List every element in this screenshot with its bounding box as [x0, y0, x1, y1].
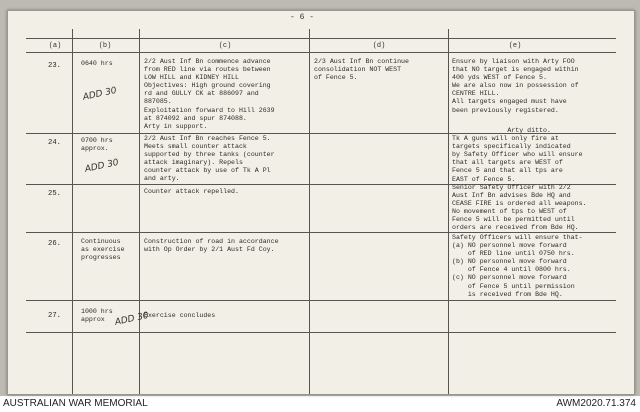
row-number: 24.	[48, 139, 61, 147]
table-top-rule	[26, 38, 616, 39]
row-safety-notes: Senior Safety Officer with 2/2 Aust Inf Bn advises Bde HQ and CEASE FIRE is ordered all weapons. No movement of tps to WEST of Fence 5 will be permitted until orders are received from Bde HQ.	[452, 184, 587, 232]
page-number: - 6 -	[290, 13, 315, 22]
column-rule	[448, 29, 449, 394]
row-safety-notes: Arty ditto. Tk A guns will only fire at targets specifically indicated by Safety Officer who will ensure that all targets are WEST of Fence 5 and that all tps are EAST of Fence 5.	[452, 127, 583, 183]
row-other-units: 2/3 Aust Inf Bn continue consolidation NOT WEST of Fence 5.	[314, 58, 409, 82]
handwritten-annotation: ADD 30	[84, 157, 120, 175]
row-rule	[26, 300, 616, 301]
row-number: 26.	[48, 240, 61, 248]
column-header-c: (c)	[218, 42, 232, 50]
column-header-b: (b)	[98, 42, 112, 50]
column-rule	[309, 29, 310, 394]
column-header-e: (e)	[508, 42, 522, 50]
column-header-d: (d)	[372, 42, 386, 50]
handwritten-annotation: ADD 30	[82, 85, 118, 103]
row-number: 23.	[48, 62, 61, 70]
column-rule	[139, 29, 140, 394]
row-action: Counter attack repelled.	[144, 188, 239, 195]
row-action: Exercise concludes	[144, 312, 216, 319]
handwritten-annotation: ADD 30	[114, 310, 150, 328]
row-time: 1000 hrs approx	[81, 308, 113, 324]
row-time: 0640 hrs	[81, 60, 113, 67]
row-action: 2/2 Aust Inf Bn commence advance from RED line via routes between LOW HILL and KIDNEY HILL Objectives: High ground covering rd and GULLY CK at 886097 and 887085. Exploitation forward to Hill 2639 at 874092 and spur 874088. Arty in support.	[144, 58, 275, 130]
row-action: 2/2 Aust Inf Bn reaches Fence 5. Meets small counter attack supported by three tanks (counter attack imaginary). Repels counter attack by use of Tk A Pl and arty.	[144, 135, 275, 183]
row-time: 0700 hrs approx.	[81, 137, 113, 153]
row-time: Continuous as exercise progresses	[81, 238, 125, 262]
row-action: Construction of road in accordance with Op Order by 2/1 Aust Fd Coy.	[144, 238, 279, 254]
column-header-a: (a)	[48, 42, 62, 50]
row-rule	[26, 332, 616, 333]
footer-institution: AUSTRALIAN WAR MEMORIAL	[3, 398, 148, 409]
footer-accession-number: AWM2020.71.374	[556, 398, 636, 409]
column-rule	[72, 29, 73, 394]
row-safety-notes: Ensure by liaison with Arty FOO that NO target is engaged within 400 yds WEST of Fence 5. We are also now in possession of CENTRE HILL. All targets engaged must have been previously registered.	[452, 58, 579, 114]
row-number: 25.	[48, 190, 61, 198]
row-number: 27.	[48, 312, 61, 320]
row-safety-notes: Safety Officers will ensure that- (a) NO personnel move forward of RED line until 0750 hrs. (b) NO personnel move forward of Fence 4 until 0800 hrs. (c) NO personnel move forward of Fence 5 until permission is received from Bde HQ.	[452, 234, 583, 298]
header-rule	[26, 52, 616, 53]
